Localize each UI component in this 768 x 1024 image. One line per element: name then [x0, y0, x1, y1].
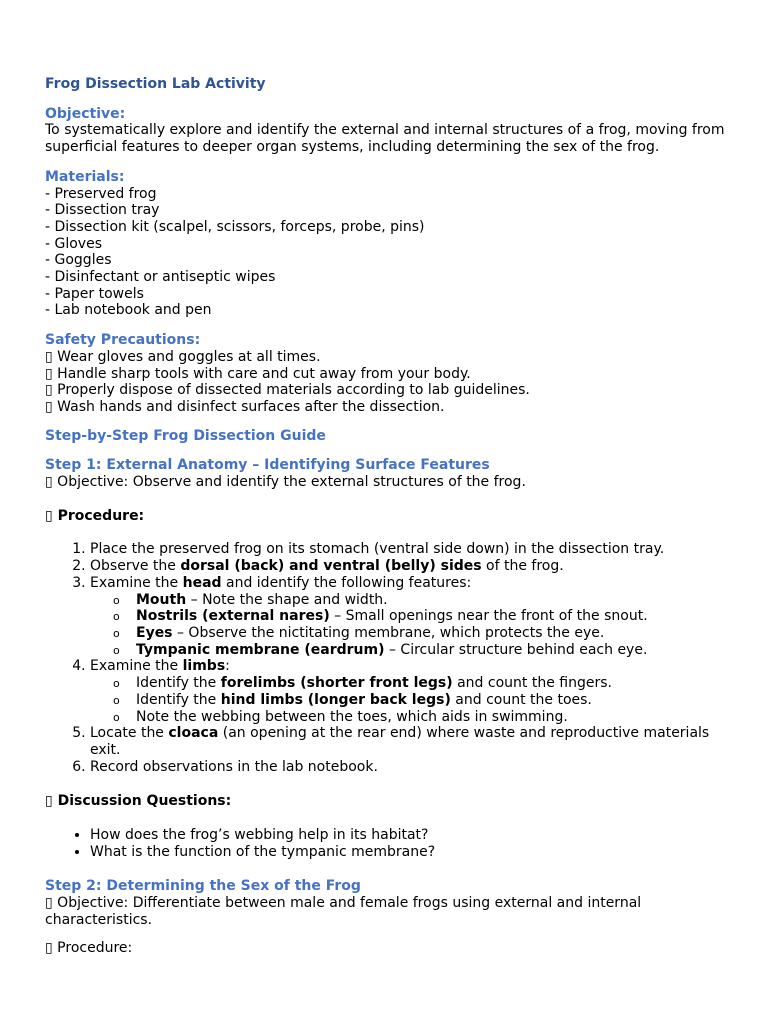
head-features-list — [90, 592, 735, 659]
missing-glyph-icon: ▯ — [45, 793, 53, 810]
discussion-questions-list — [45, 827, 735, 860]
list-item: 4. Examine the limbs: o Identify the forelimbs (shorter front legs) and count the fingers. o Identify the hind limbs (longer back legs) and count the toes. o Note the webbing between the toes, which aids in swimming. — [90, 658, 735, 725]
safety-list — [45, 349, 735, 416]
materials-item: - Goggles — [45, 252, 112, 269]
document-title: Frog Dissection Lab Activity — [45, 76, 266, 92]
materials-item: - Paper towels — [45, 285, 144, 302]
missing-glyph-icon: ▯ — [45, 398, 53, 415]
materials-item: - Preserved frog — [45, 185, 157, 202]
missing-glyph-icon: ▯ — [45, 507, 53, 524]
limbs-list — [90, 675, 735, 725]
safety-heading: Safety Precautions: — [45, 332, 201, 349]
materials-item: - Lab notebook and pen — [45, 302, 212, 319]
step2-heading: Step 2: Determining the Sex of the Frog — [45, 878, 361, 895]
objective-text: To systematically explore and identify the external and internal structures of a frog, moving from superficial features to deeper organ systems, including determining the sex of the frog. — [45, 122, 725, 156]
list-item: o Eyes – Observe the nictitating membrane, which protects the eye. — [136, 625, 735, 642]
list-item: • How does the frog’s webbing help in its habitat? — [90, 827, 735, 844]
list-item: o Note the webbing between the toes, which aids in swimming. — [136, 709, 735, 726]
step1-procedure-list — [45, 541, 735, 775]
missing-glyph-icon: ▯ — [45, 382, 53, 399]
safety-item: ▯ Properly dispose of dissected materials according to lab guidelines. — [45, 382, 530, 399]
materials-item: - Gloves — [45, 235, 102, 252]
safety-item: ▯ Wear gloves and goggles at all times. — [45, 348, 321, 365]
list-item: o Nostrils (external nares) – Small openings near the front of the snout. — [136, 608, 735, 625]
list-item: o Identify the forelimbs (shorter front legs) and count the fingers. — [136, 675, 735, 692]
list-item: 3. Examine the head and identify the following features: o Mouth – Note the shape and width. o Nostrils (external nares) – Small openings near the front of the snout. o Eyes – Observe the nictitating membrane, which protects the eye. o Tympanic membrane (eardrum) – Circular structure behind each eye. — [90, 575, 735, 659]
list-item: • What is the function of the tympanic membrane? — [90, 844, 735, 861]
list-item: 6. Record observations in the lab notebook. — [90, 759, 735, 776]
step2-objective: ▯ Objective: Differentiate between male and female frogs using external and internal characteristics. — [45, 895, 642, 928]
missing-glyph-icon: ▯ — [45, 474, 53, 491]
list-item: o Mouth – Note the shape and width. — [136, 592, 735, 609]
missing-glyph-icon: ▯ — [45, 939, 53, 956]
materials-list — [45, 186, 735, 320]
document-page — [45, 76, 735, 956]
guide-heading: Step-by-Step Frog Dissection Guide — [45, 427, 326, 444]
missing-glyph-icon: ▯ — [45, 895, 53, 912]
list-item: o Tympanic membrane (eardrum) – Circular structure behind each eye. — [136, 642, 735, 659]
step1-discussion-label: ▯ Discussion Questions: — [45, 793, 232, 810]
objective-heading: Objective: — [45, 105, 126, 122]
list-item: o Identify the hind limbs (longer back legs) and count the toes. — [136, 692, 735, 709]
materials-item: - Dissection tray — [45, 202, 160, 219]
missing-glyph-icon: ▯ — [45, 348, 53, 365]
safety-item: ▯ Wash hands and disinfect surfaces after the dissection. — [45, 398, 445, 415]
materials-item: - Dissection kit (scalpel, scissors, forceps, probe, pins) — [45, 218, 425, 235]
missing-glyph-icon: ▯ — [45, 365, 53, 382]
step1-procedure-label: ▯ Procedure: — [45, 507, 145, 524]
list-item: 5. Locate the cloaca (an opening at the rear end) where waste and reproductive materials exit. — [90, 725, 735, 758]
safety-item: ▯ Handle sharp tools with care and cut away from your body. — [45, 365, 471, 382]
list-item: 1. Place the preserved frog on its stomach (ventral side down) in the dissection tray. — [90, 541, 735, 558]
step2-procedure-label: ▯ Procedure: — [45, 939, 133, 956]
list-item: 2. Observe the dorsal (back) and ventral (belly) sides of the frog. — [90, 558, 735, 575]
step1-heading: Step 1: External Anatomy – Identifying Surface Features — [45, 457, 490, 474]
materials-item: - Disinfectant or antiseptic wipes — [45, 269, 276, 286]
materials-heading: Materials: — [45, 168, 125, 185]
step1-objective: ▯ Objective: Observe and identify the external structures of the frog. — [45, 474, 526, 491]
